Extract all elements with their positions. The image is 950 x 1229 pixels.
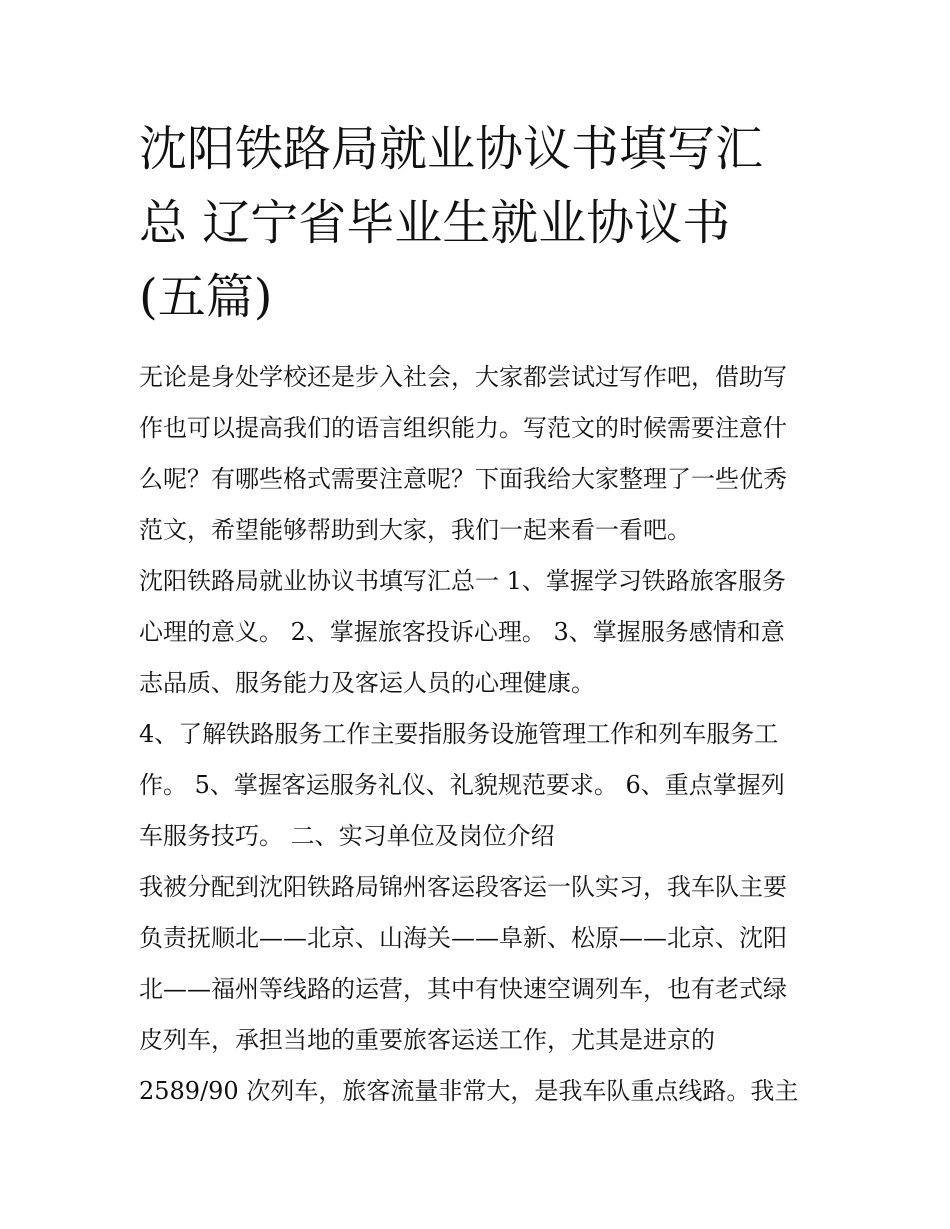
text-line: 北——福州等线路的运营，其中有快速空调列车，也有老式绿 (139, 975, 787, 1003)
text-line: 4、了解铁路服务工作主要指服务设施管理工作和列车服务工 (139, 720, 779, 748)
paragraph-internship (139, 862, 819, 1117)
text-line: 么呢？有哪些格式需要注意呢？下面我给大家整理了一些优秀 (139, 465, 787, 493)
paragraph-goals (139, 709, 819, 862)
text-line: 志品质、服务能力及客运人员的心理健康。 (139, 669, 595, 697)
title-line: (五篇) (139, 269, 273, 325)
text-line: 范文，希望能够帮助到大家，我们一起来看一看吧。 (139, 516, 691, 544)
paragraph-section-one (139, 556, 819, 709)
text-line: 沈阳铁路局就业协议书填写汇总一 1、掌握学习铁路旅客服务 (139, 567, 786, 595)
text-line: 我被分配到沈阳铁路局锦州客运段客运一队实习，我车队主要 (139, 873, 787, 901)
text-line: 作也可以提高我们的语言组织能力。写范文的时候需要注意什 (139, 414, 787, 442)
text-line: 2589/90 次列车，旅客流量非常大，是我车队重点线路。我主 (139, 1077, 799, 1105)
title-line: 总 辽宁省毕业生就业协议书 (139, 195, 731, 251)
text-line: 车服务技巧。 二、实习单位及岗位介绍 (139, 822, 555, 850)
text-line: 皮列车，承担当地的重要旅客运送工作，尤其是进京的 (139, 1026, 715, 1054)
document-title (139, 112, 819, 334)
text-line: 作。 5、掌握客运服务礼仪、礼貌规范要求。 6、重点掌握列 (139, 771, 785, 799)
text-line: 心理的意义。 2、掌握旅客投诉心理。 3、掌握服务感情和意 (139, 618, 785, 646)
paragraph-intro (139, 352, 819, 556)
text-line: 无论是身处学校还是步入社会，大家都尝试过写作吧，借助写 (139, 363, 787, 391)
title-line: 沈阳铁路局就业协议书填写汇 (139, 121, 764, 177)
document-body (139, 352, 819, 1117)
text-line: 负责抚顺北——北京、山海关——阜新、松原——北京、沈阳 (139, 924, 787, 952)
